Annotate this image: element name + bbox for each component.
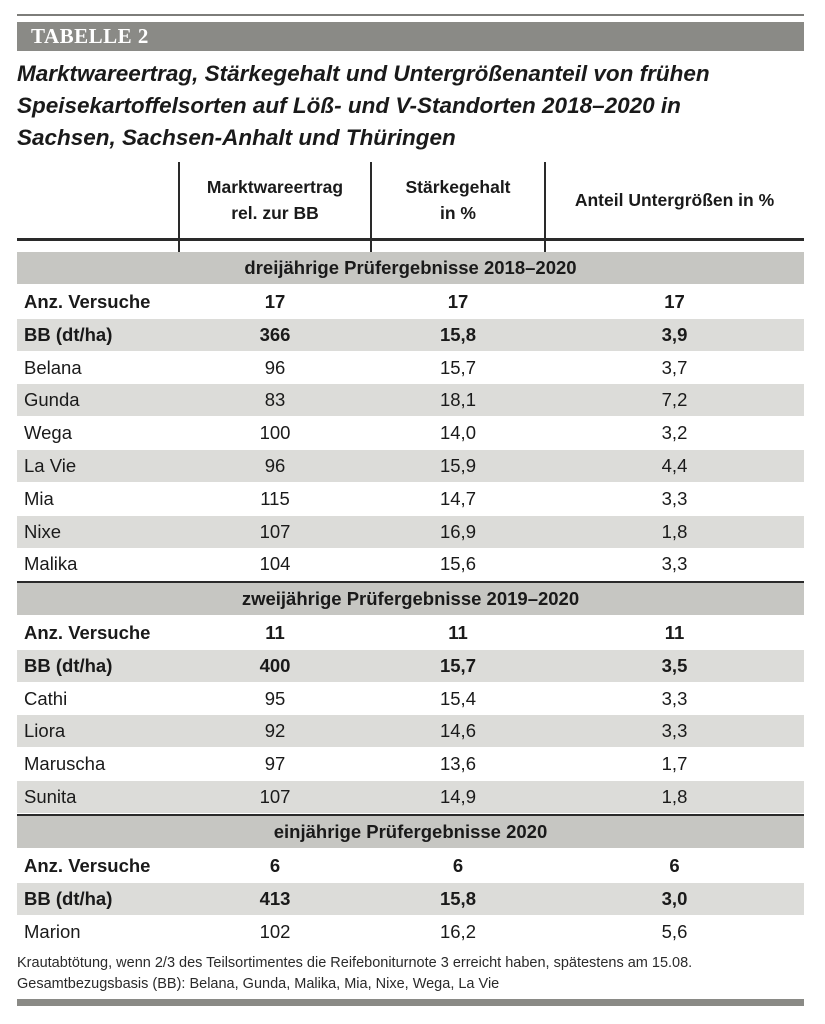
row-marktwareertrag: 95 (264, 687, 286, 709)
row-staerkegehalt: 11 (448, 622, 468, 643)
row-staerkegehalt: 15,9 (439, 455, 476, 476)
row-untergroessen: 17 (664, 291, 685, 312)
row-variety: BB (dt/ha) (24, 323, 113, 345)
row-marktwareertrag: 107 (259, 520, 291, 542)
row-untergroessen: 4,4 (661, 455, 688, 476)
row-untergroessen: 3,7 (661, 356, 688, 378)
row-variety: BB (dt/ha) (24, 654, 113, 676)
row-untergroessen: 1,8 (661, 520, 688, 542)
table-row (17, 516, 804, 548)
row-staerkegehalt: 14,6 (439, 720, 476, 742)
row-marktwareertrag: 6 (269, 855, 281, 876)
row-variety: Liora (24, 720, 66, 742)
row-marktwareertrag: 11 (265, 622, 285, 643)
table-row (17, 916, 804, 948)
row-staerkegehalt: 15,6 (439, 553, 476, 575)
row-marktwareertrag: 92 (264, 720, 286, 742)
table-row (17, 850, 804, 882)
row-marktwareertrag: 400 (259, 654, 291, 676)
table-row (17, 450, 804, 482)
table-header (17, 162, 804, 238)
section-heading: zweijährige Prüfergebnisse 2019–2020 (17, 583, 804, 615)
table-row (17, 781, 804, 813)
row-untergroessen: 3,2 (661, 422, 688, 444)
footnote-2: Gesamtbezugsbasis (BB): Belana, Gunda, Malika, Mia, Nixe, Wega, La Vie (17, 976, 500, 992)
row-staerkegehalt: 13,6 (439, 753, 476, 775)
row-untergroessen: 3,5 (661, 654, 688, 676)
table-row (17, 483, 804, 515)
row-variety: La Vie (24, 455, 77, 476)
row-variety: Gunda (24, 389, 80, 411)
row-variety: Marion (24, 920, 81, 942)
row-untergroessen: 3,3 (661, 720, 688, 742)
header-variety (17, 162, 179, 238)
header-staerkegehalt: Stärkegehalt in % (405, 177, 511, 223)
row-staerkegehalt: 14,9 (439, 786, 476, 807)
row-variety: BB (dt/ha) (24, 887, 113, 909)
header-marktwareertrag: Marktwareertrag rel. zur BB (206, 177, 344, 223)
row-staerkegehalt: 6 (452, 855, 464, 876)
table-row (17, 715, 804, 747)
table-row (17, 617, 804, 649)
table-label: TABELLE 2 (17, 22, 804, 51)
row-variety: Anz. Versuche (24, 855, 151, 876)
row-variety: Nixe (24, 520, 62, 542)
row-untergroessen: 3,3 (661, 687, 688, 709)
row-marktwareertrag: 83 (264, 389, 286, 411)
footnotes (17, 953, 807, 995)
row-marktwareertrag: 104 (259, 553, 291, 575)
table-row (17, 286, 804, 318)
row-staerkegehalt: 15,7 (439, 356, 476, 378)
row-staerkegehalt: 15,4 (439, 687, 476, 709)
row-variety: Malika (24, 553, 78, 575)
row-untergroessen: 3,3 (661, 553, 688, 575)
row-variety: Maruscha (24, 753, 106, 775)
table-row (17, 384, 804, 416)
row-staerkegehalt: 15,7 (439, 654, 476, 676)
row-marktwareertrag: 97 (264, 753, 286, 775)
row-untergroessen: 7,2 (661, 389, 688, 411)
row-staerkegehalt: 14,7 (439, 487, 476, 509)
row-variety: Belana (24, 356, 82, 378)
table-row (17, 417, 804, 449)
table-row (17, 352, 804, 384)
row-marktwareertrag: 366 (259, 323, 291, 345)
row-marktwareertrag: 102 (259, 920, 291, 942)
row-variety: Mia (24, 487, 54, 509)
row-marktwareertrag: 100 (259, 422, 291, 444)
row-marktwareertrag: 17 (264, 291, 286, 312)
table-row (17, 748, 804, 780)
row-untergroessen: 6 (669, 855, 680, 876)
row-staerkegehalt: 17 (447, 291, 469, 312)
table-title: Marktwareertrag, Stärkegehalt und Untergrößenanteil von frühen Speisekartoffelsorten auf Löß- und V-Standorten 2018–2020 in Sachsen, Sachsen-Anhalt und Thüringen (17, 61, 710, 150)
row-untergroessen: 3,9 (661, 323, 688, 345)
row-untergroessen: 11 (664, 622, 685, 643)
row-marktwareertrag: 96 (264, 455, 286, 476)
row-variety: Cathi (24, 687, 68, 709)
table-row (17, 548, 804, 580)
table-row (17, 683, 804, 715)
header-untergroessen: Anteil Untergrößen in % (574, 190, 775, 210)
row-staerkegehalt: 16,9 (439, 520, 476, 542)
row-staerkegehalt: 14,0 (439, 422, 476, 444)
row-untergroessen: 1,8 (661, 786, 688, 807)
row-variety: Anz. Versuche (24, 622, 151, 643)
row-staerkegehalt: 15,8 (439, 887, 476, 909)
section-heading: einjährige Prüfergebnisse 2020 (17, 816, 804, 848)
header-rule (17, 238, 804, 241)
row-untergroessen: 3,0 (661, 887, 688, 909)
row-variety: Anz. Versuche (24, 291, 151, 312)
table-row (17, 883, 804, 915)
row-untergroessen: 5,6 (661, 920, 688, 942)
row-untergroessen: 3,3 (661, 487, 688, 509)
row-variety: Sunita (24, 786, 77, 807)
row-staerkegehalt: 15,8 (439, 323, 476, 345)
top-rule (17, 14, 804, 16)
table-row (17, 319, 804, 351)
row-staerkegehalt: 18,1 (439, 389, 476, 411)
row-untergroessen: 1,7 (661, 753, 688, 775)
row-variety: Wega (24, 422, 72, 444)
row-marktwareertrag: 413 (259, 887, 291, 909)
row-marktwareertrag: 115 (260, 487, 290, 509)
row-marktwareertrag: 96 (264, 356, 286, 378)
table-row (17, 650, 804, 682)
row-marktwareertrag: 107 (259, 786, 291, 807)
section-heading: dreijährige Prüfergebnisse 2018–2020 (17, 252, 804, 284)
row-staerkegehalt: 16,2 (439, 920, 476, 942)
bottom-rule (17, 999, 804, 1006)
footnote-1: Krautabtötung, wenn 2/3 des Teilsortimentes die Reifeboniturnote 3 erreicht haben, spätestens am 15.08. (17, 955, 693, 971)
